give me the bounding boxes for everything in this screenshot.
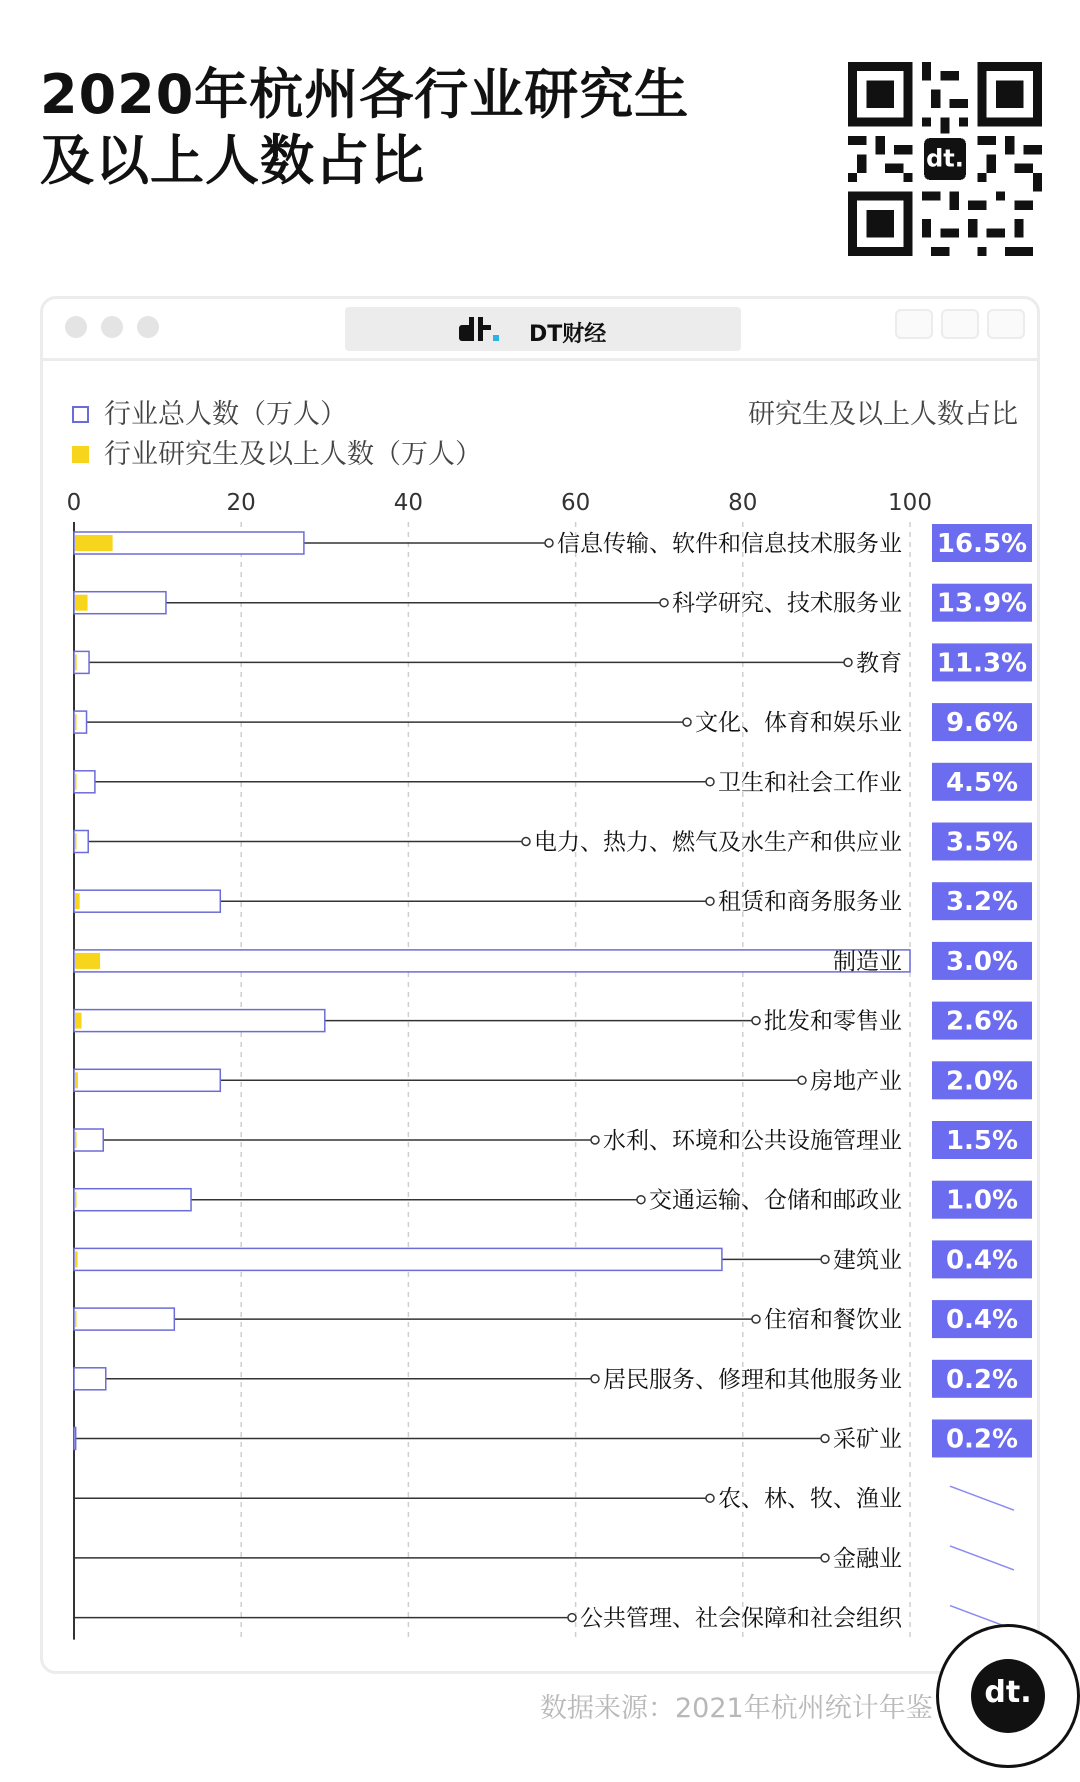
category-label: 农、林、牧、渔业 [718,1486,902,1513]
total-bar [74,1308,174,1330]
brand-logo-glyph: dt. [984,1675,1032,1710]
category-label: 房地产业 [810,1068,902,1095]
category-label: 信息传输、软件和信息技术服务业 [557,531,902,557]
connector-dot [752,1315,760,1323]
connector-dot [821,1554,829,1562]
connector-dot [844,658,852,666]
pct-badge-label: 2.0% [945,1066,1019,1097]
category-label: 电力、热力、燃气及水生产和供应业 [534,829,902,856]
category-label: 建筑业 [833,1247,902,1274]
category-label: 制造业 [833,948,902,975]
category-label: 住宿和餐饮业 [764,1307,902,1334]
pct-badge-label: 3.5% [945,827,1019,858]
connector-dot [568,1614,576,1622]
connector-dot [821,1435,829,1443]
category-label: 公共管理、社会保障和社会组织 [580,1605,902,1632]
legend-pct-label: 研究生及以上人数占比 [748,399,1018,430]
category-label: 科学研究、技术服务业 [672,590,902,617]
connector-dot [706,1494,714,1502]
category-label: 教育 [856,650,902,677]
pct-badge-label: 4.5% [945,767,1019,798]
total-bar [74,1428,76,1450]
x-tick-label: 100 [888,490,932,516]
connector-dot [752,1017,760,1025]
connector-dot [706,897,714,905]
x-tick-label: 20 [226,490,256,516]
category-label: 采矿业 [833,1426,902,1453]
total-bar [74,1189,191,1211]
total-bar [74,1129,103,1151]
pct-badge-label: 3.2% [945,887,1019,918]
category-label: 租赁和商务服务业 [718,889,902,916]
connector-dot [591,1136,599,1144]
pct-badge-label: 0.2% [945,1364,1019,1395]
legend-total-label: 行业总人数（万人） [104,399,347,430]
category-label: 金融业 [833,1545,902,1572]
total-bar [74,592,166,614]
x-tick-label: 40 [393,490,424,516]
window-tab-title: DT财经 [529,322,607,347]
category-label: 批发和零售业 [764,1008,902,1035]
connector-dot [637,1196,645,1204]
x-tick-label: 80 [728,490,758,516]
grad-bar [75,1251,78,1267]
total-bar [74,1368,106,1390]
grad-bar [75,595,88,611]
category-label: 水利、环境和公共设施管理业 [603,1128,902,1154]
grad-bar [75,834,77,850]
grad-bar [75,535,113,551]
total-bar [74,890,220,912]
grad-bar [75,654,77,670]
brand-logo-icon [971,1659,1045,1733]
grad-bar [75,1132,77,1148]
connector-dot [522,838,530,846]
grad-bar [75,893,80,909]
pct-badge-label: 0.4% [945,1245,1019,1276]
pct-badge-label: 13.9% [936,588,1028,619]
grad-bar [75,774,77,790]
pct-badge-label: 9.6% [945,708,1019,739]
pct-badge-label: 0.4% [945,1305,1019,1336]
connector-dot [660,599,668,607]
x-tick-label: 60 [560,490,591,516]
category-label: 卫生和社会工作业 [718,769,902,796]
pct-badge-label: 2.6% [945,1006,1019,1037]
pct-badge-label: 0.2% [945,1424,1019,1455]
pct-badge-label: 16.5% [936,529,1028,559]
category-label: 交通运输、仓储和邮政业 [649,1187,902,1214]
connector-dot [798,1076,806,1084]
total-bar [74,950,910,972]
connector-dot [683,718,691,726]
grad-bar [75,1072,78,1088]
pct-badge-label: 1.0% [945,1185,1019,1216]
pct-badge-label: 1.5% [945,1126,1019,1156]
brand-logo-badge [936,1624,1080,1768]
no-data-slash [950,1486,1014,1510]
data-source: 数据来源：2021年杭州统计年鉴 [540,1693,933,1724]
legend-grad-label: 行业研究生及以上人数（万人） [104,439,482,470]
total-bar [74,1069,220,1091]
total-bar [74,1010,325,1032]
title-line-2: 及以上人数占比 [40,129,425,192]
pct-badge-label: 3.0% [945,946,1019,977]
title-line-1: 2020年杭州各行业研究生 [40,63,690,126]
total-bar [74,1248,722,1270]
connector-dot [706,778,714,786]
no-data-slash [950,1546,1014,1570]
category-label: 居民服务、修理和其他服务业 [603,1366,902,1393]
total-bar [74,771,95,793]
category-label: 文化、体育和娱乐业 [695,710,902,737]
grad-bar [75,1013,82,1029]
grad-bar [75,1192,77,1208]
connector-dot [545,539,553,547]
grad-bar [75,953,100,969]
grad-bar [75,1311,77,1327]
grad-bar [75,714,77,730]
x-tick-label: 0 [66,490,82,516]
qr-center-logo: dt. [926,144,964,173]
connector-dot [591,1375,599,1383]
connector-dot [821,1255,829,1263]
pct-badge-label: 11.3% [936,648,1028,679]
